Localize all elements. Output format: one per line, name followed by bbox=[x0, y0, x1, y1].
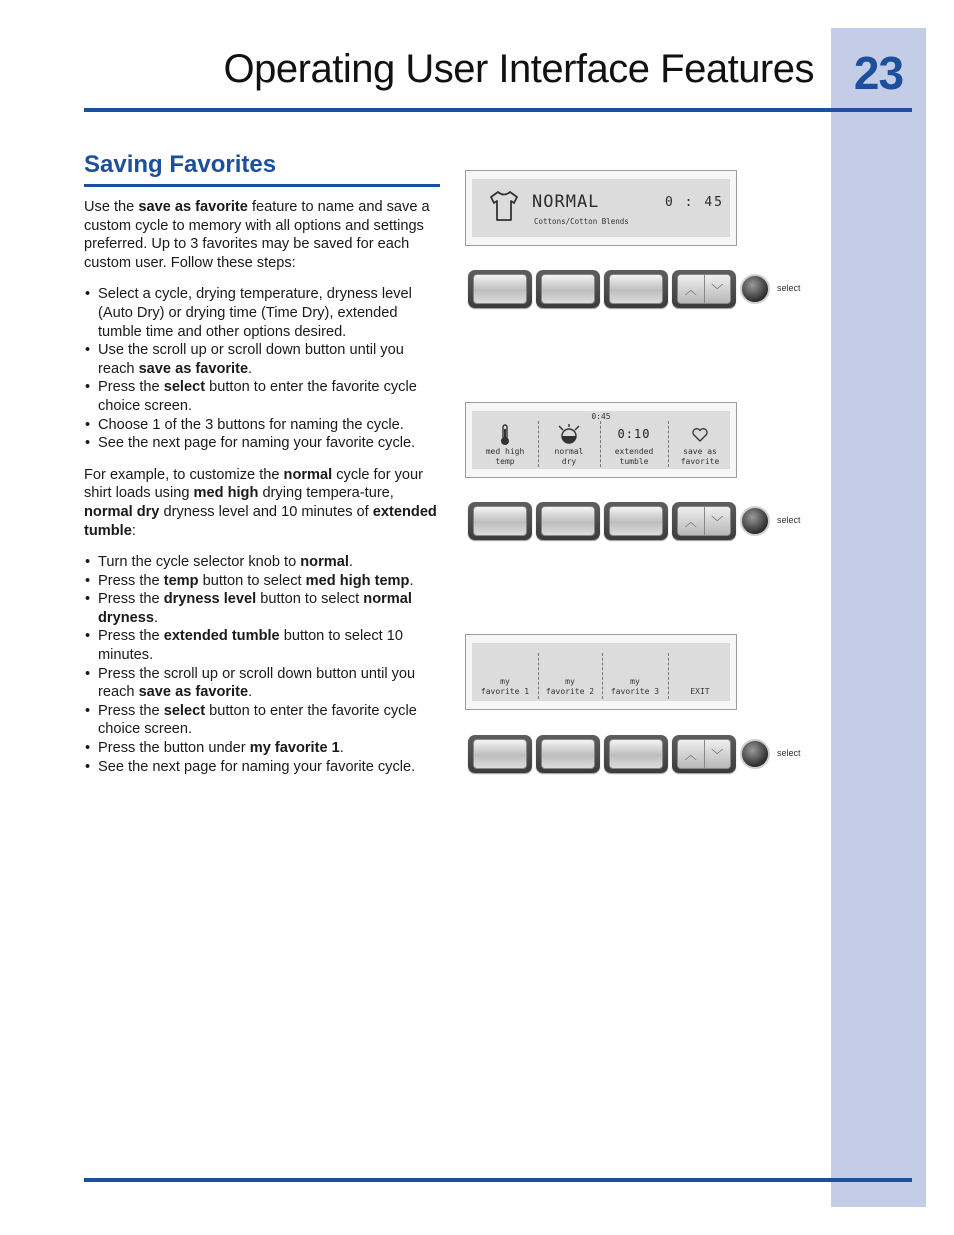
exit-option: EXIT bbox=[690, 686, 710, 696]
side-tab bbox=[831, 28, 926, 1207]
option-temp: med high temp bbox=[474, 423, 536, 467]
steps-list-2 bbox=[84, 553, 444, 776]
list-item: • See the next page for naming your favorite cycle. bbox=[84, 434, 444, 453]
list-item: • Press the select button to enter the favorite cycle choice screen. bbox=[84, 378, 444, 415]
scroll-down-button[interactable]: ﹀ bbox=[704, 507, 731, 535]
list-item: • Select a cycle, drying temperature, dryness level (Auto Dry) or drying time (Time Dry), extended tumble time and other options desired. bbox=[84, 285, 444, 341]
scroll-down-button[interactable]: ﹀ bbox=[704, 740, 731, 768]
cycle-name: NORMAL bbox=[532, 192, 600, 212]
list-item: • Turn the cycle selector knob to normal. bbox=[84, 553, 444, 572]
heart-icon bbox=[691, 427, 709, 443]
page-number: 23 bbox=[853, 47, 904, 99]
control-row-1 bbox=[468, 270, 813, 312]
lcd-panel-cycle bbox=[465, 170, 737, 246]
favorite-2-option: my favorite 2 bbox=[545, 677, 595, 696]
scroll-up-button[interactable]: ︿ bbox=[678, 275, 704, 303]
select-knob[interactable] bbox=[740, 739, 770, 769]
option-save-favorite: save as favorite bbox=[670, 423, 730, 467]
list-item: • See the next page for naming your favorite cycle. bbox=[84, 758, 444, 777]
lcd-panel-options bbox=[465, 402, 737, 478]
control-row-3 bbox=[468, 735, 813, 777]
tumble-time-value: 0:10 bbox=[617, 427, 651, 442]
my-favorite-1-button[interactable] bbox=[468, 735, 532, 773]
scroll-down-button[interactable]: ﹀ bbox=[704, 275, 731, 303]
footer-rule bbox=[84, 1178, 912, 1182]
lcd-screen bbox=[472, 643, 730, 701]
thermometer-icon bbox=[498, 424, 512, 446]
list-item: • Use the scroll up or scroll down button until you reach save as favorite. bbox=[84, 341, 444, 378]
cycle-subtitle: Cottons/Cotton Blends bbox=[534, 217, 629, 226]
lcd-screen bbox=[472, 179, 730, 237]
my-favorite-2-button[interactable] bbox=[536, 735, 600, 773]
list-item: • Press the button under my favorite 1. bbox=[84, 739, 444, 758]
page-title: Operating User Interface Features bbox=[223, 47, 814, 91]
list-item: • Press the select button to enter the favorite cycle choice screen. bbox=[84, 702, 444, 739]
select-knob[interactable] bbox=[740, 506, 770, 536]
header-rule bbox=[84, 108, 912, 112]
panel-button-2[interactable] bbox=[536, 270, 600, 308]
list-item: • Choose 1 of the 3 buttons for naming the cycle. bbox=[84, 416, 444, 435]
intro-paragraph: Use the save as favorite feature to name and save a custom cycle to memory with all options and settings preferred. Up to 3 favorites may be saved for each custom user. Follow these steps: bbox=[84, 199, 430, 271]
list-item: • Press the dryness level button to select normal dryness. bbox=[84, 590, 444, 627]
panel-button-1[interactable] bbox=[468, 270, 532, 308]
time-readout: 0:45 bbox=[591, 412, 611, 421]
scroll-up-button[interactable]: ︿ bbox=[678, 507, 704, 535]
option-dryness: normal dry bbox=[540, 423, 598, 467]
example-paragraph: For example, to customize the normal cycle for your shirt loads using med high drying tempera-ture, normal dry dryness level and 10 minutes of extended tumble: bbox=[84, 466, 437, 539]
shirt-icon bbox=[487, 189, 521, 223]
instructions-column bbox=[84, 198, 444, 789]
lcd-screen bbox=[472, 411, 730, 469]
scroll-buttons bbox=[672, 735, 736, 773]
dryness-icon bbox=[556, 423, 582, 447]
extended-tumble-button[interactable] bbox=[604, 502, 668, 540]
section-rule bbox=[84, 184, 440, 187]
scroll-up-button[interactable]: ︿ bbox=[678, 740, 704, 768]
list-item: • Press the extended tumble button to select 10 minutes. bbox=[84, 627, 444, 664]
option-extended-tumble: 0:10 extended tumble bbox=[614, 427, 654, 466]
temp-button[interactable] bbox=[468, 502, 532, 540]
favorite-3-option: my favorite 3 bbox=[610, 677, 660, 696]
select-label: select bbox=[777, 515, 801, 525]
time-readout: 0 : 45 bbox=[665, 195, 724, 210]
scroll-buttons bbox=[672, 270, 736, 308]
list-item: • Press the scroll up or scroll down button until you reach save as favorite. bbox=[84, 665, 444, 702]
select-knob[interactable] bbox=[740, 274, 770, 304]
scroll-buttons bbox=[672, 502, 736, 540]
panel-button-3[interactable] bbox=[604, 270, 668, 308]
my-favorite-3-button[interactable] bbox=[604, 735, 668, 773]
select-label: select bbox=[777, 748, 801, 758]
steps-list-1 bbox=[84, 285, 444, 452]
lcd-panel-favorites bbox=[465, 634, 737, 710]
section-heading: Saving Favorites bbox=[84, 151, 277, 178]
list-item: • Press the temp button to select med high temp. bbox=[84, 572, 444, 591]
control-row-2 bbox=[468, 502, 813, 544]
select-label: select bbox=[777, 283, 801, 293]
dryness-level-button[interactable] bbox=[536, 502, 600, 540]
favorite-1-option: my favorite 1 bbox=[480, 677, 530, 696]
